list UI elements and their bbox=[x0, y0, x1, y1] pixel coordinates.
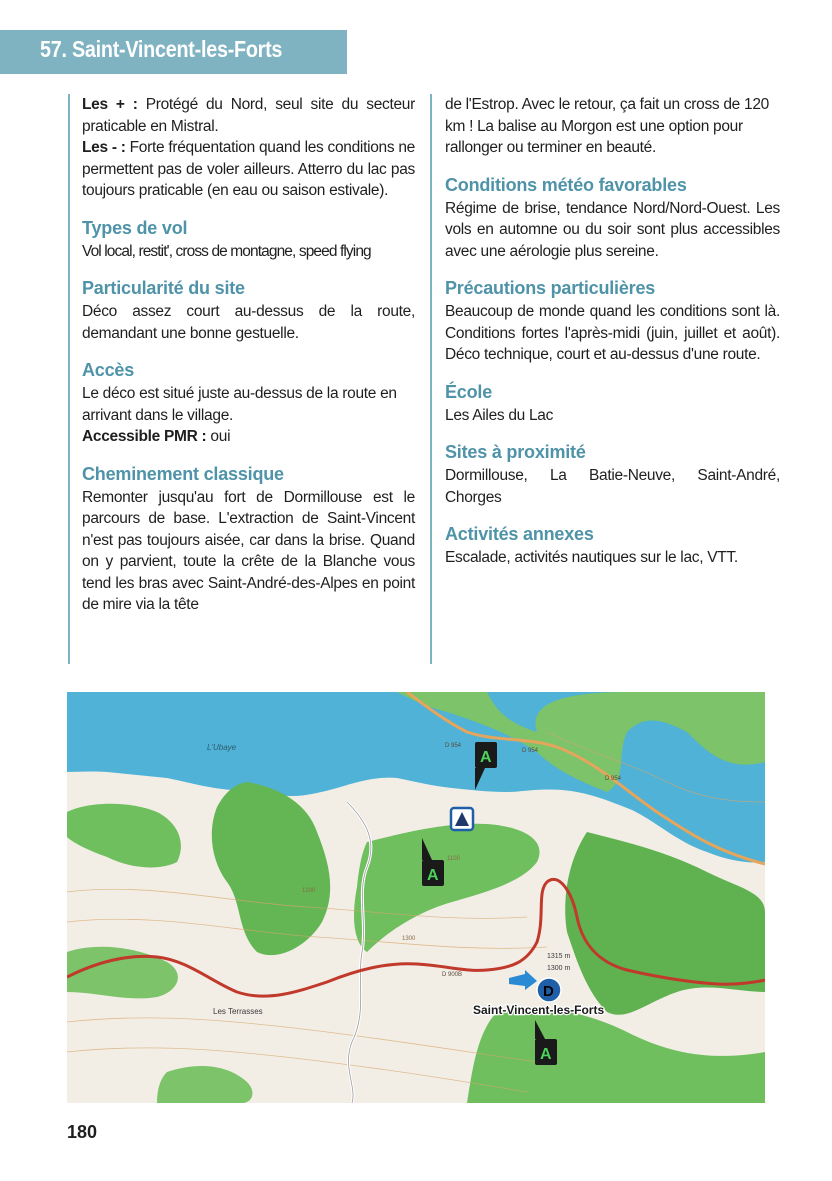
cons-text: Forte fréquentation quand les conditions ne permettent pas de voler ailleurs. Atterro du lac pas toujours praticable (en eau ou saison estivale). bbox=[82, 139, 415, 199]
types-text: Vol local, restit', cross de montagne, speed flying bbox=[82, 242, 371, 260]
cheminement-heading: Cheminement classique bbox=[82, 463, 284, 484]
road-label-3: D 954 bbox=[605, 776, 622, 782]
road-label-1: D 954 bbox=[445, 743, 462, 749]
page-title: 57. Saint-Vincent-les-Forts bbox=[40, 36, 283, 62]
ecole-heading: École bbox=[445, 381, 493, 402]
road-label-2: D 954 bbox=[522, 748, 539, 754]
activites-heading: Activités annexes bbox=[445, 524, 594, 544]
meteo-text: Régime de brise, tendance Nord/Nord-Ouest. Les vols en automne ou du soir sont plus accessibles avec une aérologie plus sereine. bbox=[445, 199, 780, 260]
river-label: L'Ubaye bbox=[207, 743, 237, 752]
road-label-4: D 900B bbox=[442, 972, 463, 978]
contour-label-3: 1200 bbox=[302, 888, 316, 894]
altitude-label-1: 1315 m bbox=[547, 953, 571, 960]
landing-marker-north-letter: A bbox=[480, 749, 492, 766]
site-map bbox=[67, 692, 765, 1103]
sites-heading: Sites à proximité bbox=[445, 442, 586, 462]
landing-marker-south-letter: A bbox=[540, 1046, 552, 1063]
pmr-value: oui bbox=[206, 428, 231, 445]
chapter-title-band bbox=[0, 30, 347, 74]
acces-heading: Accès bbox=[82, 360, 135, 380]
sites-text: Dormillouse, La Batie-Neuve, Saint-André, Chorges bbox=[445, 467, 780, 506]
left-column bbox=[68, 94, 415, 664]
pros-label: Les + : bbox=[82, 96, 138, 113]
altitude-label-2: 1300 m bbox=[547, 965, 571, 972]
types-heading: Types de vol bbox=[82, 217, 188, 238]
pmr-line bbox=[82, 426, 415, 448]
landing-marker-west-letter: A bbox=[427, 867, 439, 884]
activites-text: Escalade, activités nautiques sur le lac, VTT. bbox=[445, 549, 738, 566]
campsite-icon bbox=[451, 808, 473, 830]
precautions-heading: Précautions particulières bbox=[445, 278, 656, 298]
pros-text: Protégé du Nord, seul site du secteur praticable en Mistral. bbox=[82, 96, 415, 135]
cons-label: Les - : bbox=[82, 139, 126, 156]
ecole-text: Les Ailes du Lac bbox=[445, 406, 554, 424]
site-map-graphic bbox=[67, 692, 765, 1103]
particularite-heading: Particularité du site bbox=[82, 278, 245, 298]
contour-label-2: 1100 bbox=[447, 856, 460, 862]
right-column bbox=[430, 94, 780, 664]
continuation-text: de l'Estrop. Avec le retour, ça fait un cross de 120 km ! La balise au Morgon est une option pour rallonger ou terminer en beauté. bbox=[445, 96, 769, 156]
page-number: 180 bbox=[67, 1122, 98, 1142]
meteo-heading: Conditions météo favorables bbox=[445, 174, 687, 195]
cheminement-text: Remonter jusqu'au fort de Dormillouse est le parcours de base. L'extraction de Saint-Vincent n'est pas toujours aisée, car dans la brise. Quand on y parvient, toute la crête de la Blanche vous tend les bras avec Saint-André-des-Alpes en point de mire via la tête bbox=[82, 488, 415, 613]
precautions-text: Beaucoup de monde quand les conditions sont là. Conditions fortes l'après-midi (juin, juillet et août). Déco technique, court et au-dessus d'une route. bbox=[445, 303, 780, 363]
village-label: Saint-Vincent-les-Forts bbox=[473, 1003, 605, 1017]
place-label-terrasses: Les Terrasses bbox=[213, 1007, 263, 1016]
cons-paragraph bbox=[82, 137, 415, 202]
particularite-text: Déco assez court au-dessus de la route, demandant une bonne gestuelle. bbox=[82, 303, 415, 342]
acces-text: Le déco est situé juste au-dessus de la route en arrivant dans le village. bbox=[82, 385, 397, 424]
takeoff-marker-letter: D bbox=[543, 983, 554, 1000]
contour-label-1: 1300 bbox=[402, 936, 416, 942]
pmr-label: Accessible PMR : bbox=[82, 428, 207, 445]
pros-paragraph bbox=[82, 94, 415, 137]
